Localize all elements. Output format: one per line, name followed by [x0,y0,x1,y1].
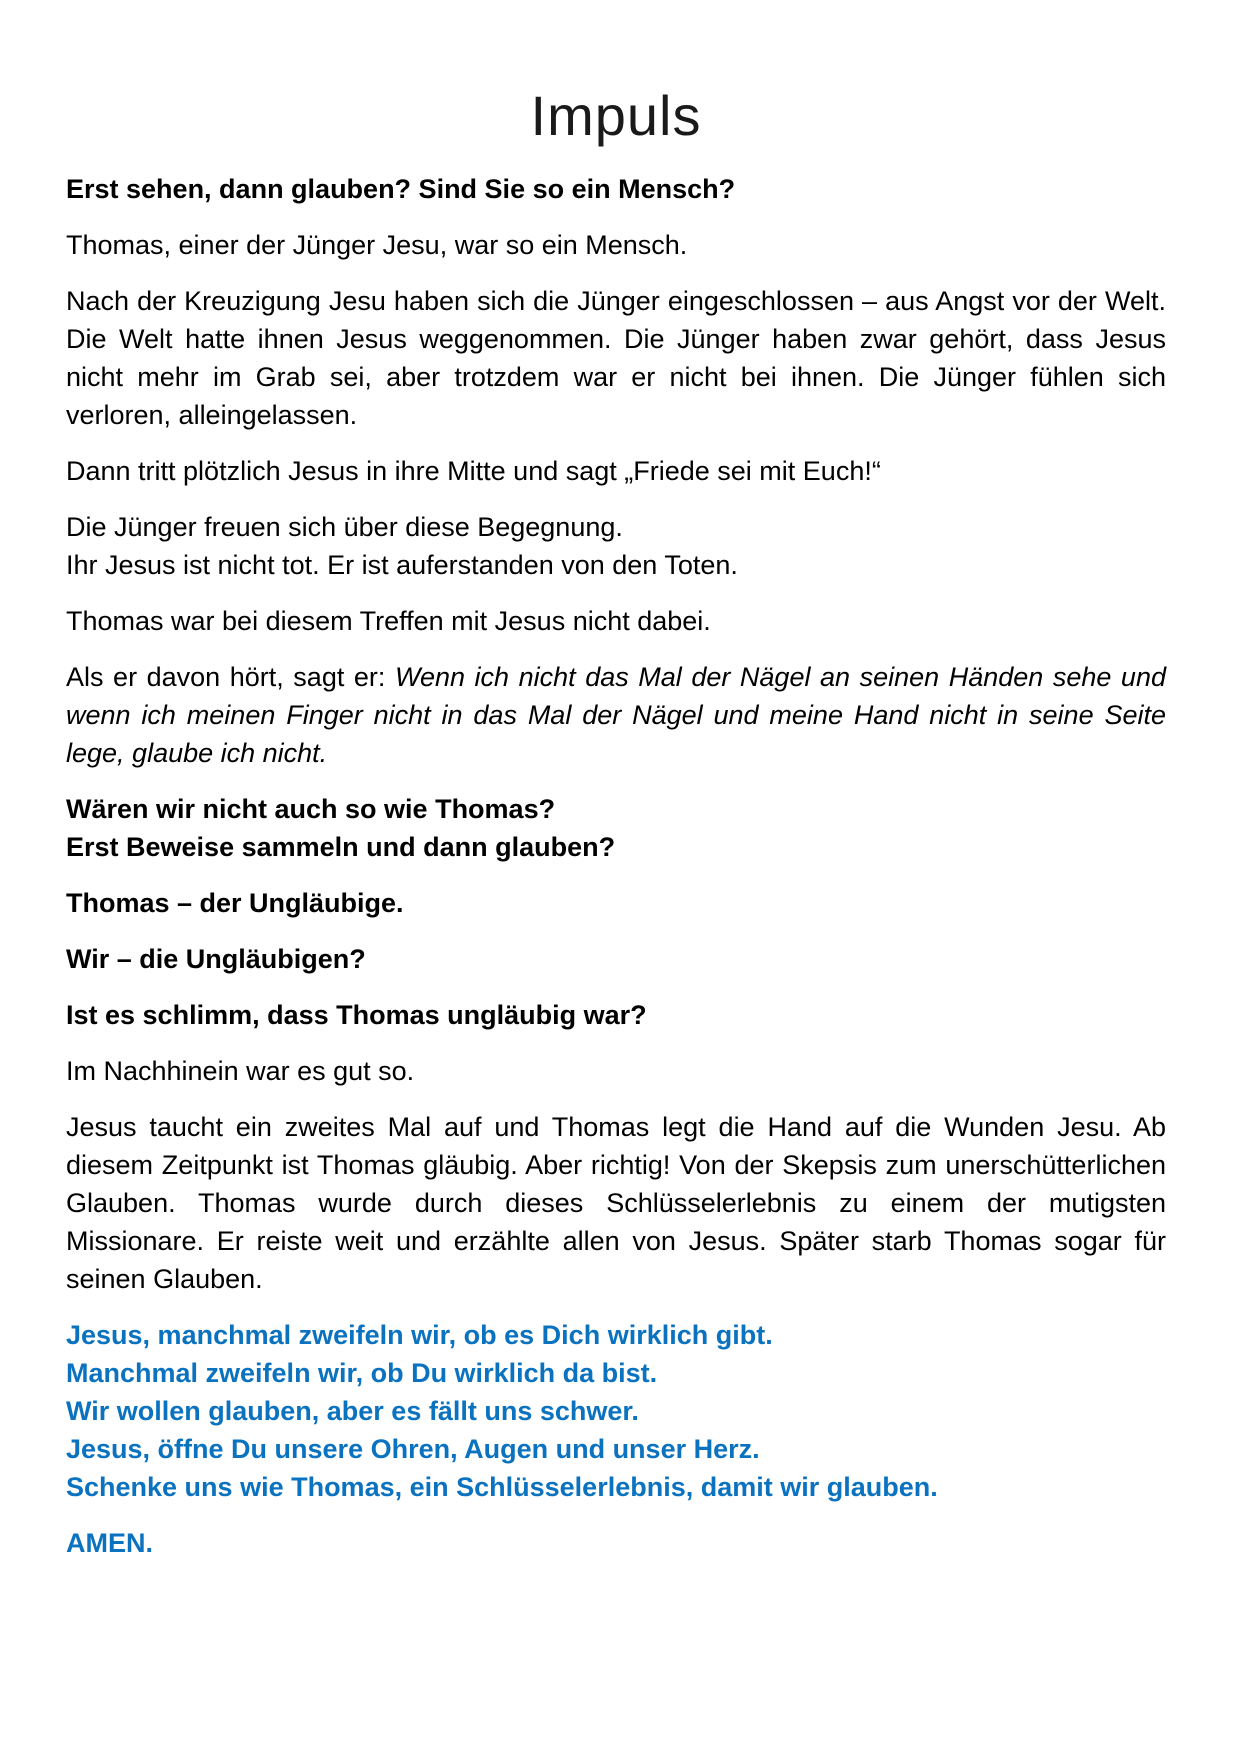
heading-wie-thomas [66,790,1166,866]
zitat-italic-text: Wenn ich nicht das Mal der Nägel an seinen Händen sehe und wenn ich meinen Finger nicht in das Mal der Nägel und meine Hand nicht in seine Seite lege, glaube ich nicht. [66,662,1166,768]
paragraph-nachhinein: Im Nachhinein war es gut so. [66,1056,415,1086]
page-title: Impuls [530,84,702,147]
wie-thomas-line-1: Wären wir nicht auch so wie Thomas? [66,794,556,824]
heading-ist-es-schlimm: Ist es schlimm, dass Thomas ungläubig war? [66,1000,647,1030]
paragraph-kreuzigung: Nach der Kreuzigung Jesu haben sich die Jünger eingeschlossen – aus Angst vor der Welt. Die Welt hatte ihnen Jesus weggenommen. Die Jünger haben zwar gehört, dass Jesus nicht mehr im Grab sei, aber trotzdem war er nicht bei ihnen. Die Jünger fühlen sich verloren, alleingelassen. [66,286,1166,430]
paragraph-friede-sei-mit-euch: Dann tritt plötzlich Jesus in ihre Mitte und sagt „Friede sei mit Euch!“ [66,456,881,486]
begegnung-line-1: Die Jünger freuen sich über diese Begegnung. [66,512,623,542]
heading-wir-unglaeubigen: Wir – die Ungläubigen? [66,944,366,974]
paragraph-thomas-zitat [66,658,1166,772]
zitat-prefix: Als er davon hört, sagt er: [66,662,395,692]
prayer-line-5: Schenke uns wie Thomas, ein Schlüsselerlebnis, damit wir glauben. [66,1472,938,1502]
prayer-block [66,1316,1166,1506]
amen-text: AMEN. [66,1528,153,1558]
prayer-line-4: Jesus, öffne Du unsere Ohren, Augen und unser Herz. [66,1434,760,1464]
heading-erst-sehen: Erst sehen, dann glauben? Sind Sie so ein Mensch? [66,174,736,204]
begegnung-line-2: Ihr Jesus ist nicht tot. Er ist auferstanden von den Toten. [66,550,738,580]
prayer-line-1: Jesus, manchmal zweifeln wir, ob es Dich wirklich gibt. [66,1320,773,1350]
prayer-line-2: Manchmal zweifeln wir, ob Du wirklich da bist. [66,1358,658,1388]
paragraph-zweites-mal: Jesus taucht ein zweites Mal auf und Thomas legt die Hand auf die Wunden Jesu. Ab diesem Zeitpunkt ist Thomas gläubig. Aber richtig! Von der Skepsis zum unerschütterlichen Glauben. Thomas wurde durch dieses Schlüsselerlebnis zu einem der mutigsten Missionare. Er reiste weit und erzählte allen von Jesus. Später starb Thomas sogar für seinen Glauben. [66,1112,1166,1294]
paragraph-thomas-mensch: Thomas, einer der Jünger Jesu, war so ein Mensch. [66,230,688,260]
heading-der-unglaeubige: Thomas – der Ungläubige. [66,888,404,918]
prayer-line-3: Wir wollen glauben, aber es fällt uns schwer. [66,1396,639,1426]
paragraph-nicht-dabei: Thomas war bei diesem Treffen mit Jesus nicht dabei. [66,606,711,636]
paragraph-begegnung [66,508,1166,584]
wie-thomas-line-2: Erst Beweise sammeln und dann glauben? [66,832,616,862]
